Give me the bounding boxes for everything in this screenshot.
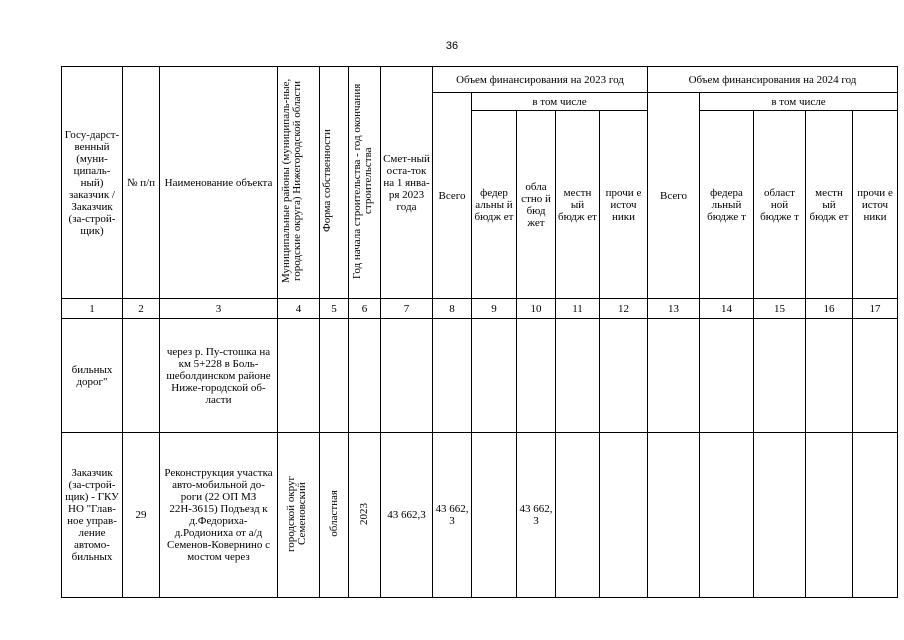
col-number: 12: [600, 299, 648, 319]
cell-object: Реконструкция участка авто-мобильной до-роги (22 ОП МЗ 22Н-3615) Подъезд к д.Федориха-д.Родиониха от а/д Семенов-Ковернино с мостом через: [160, 433, 278, 598]
header-row-1: [62, 67, 898, 93]
financing-table: [61, 66, 898, 598]
cell-total-2023: [433, 319, 472, 433]
cell-total-2024: [648, 433, 700, 598]
col-number: 17: [853, 299, 898, 319]
col-number: 3: [160, 299, 278, 319]
cell-ownership: [320, 319, 349, 433]
page-number: 36: [445, 40, 459, 52]
cell-customer: Заказчик (за-строй-щик) - ГКУ НО "Глав-ное управ-ление автомо-бильных: [62, 433, 123, 598]
header-federal-2023: федер альны й бюдж ет: [472, 111, 517, 299]
col-number: 6: [349, 299, 381, 319]
header-remainder: Смет-ный оста-ток на 1 янва-ря 2023 года: [381, 67, 433, 299]
cell-customer: бильных дорог": [62, 319, 123, 433]
col-number: 4: [278, 299, 320, 319]
header-group-2024: Объем финансирования на 2024 год: [648, 67, 898, 93]
col-number: 2: [123, 299, 160, 319]
cell-district-wrap: [278, 433, 320, 598]
cell-district: городской округ Семеновский: [284, 475, 308, 552]
cell-ownership-wrap: [320, 433, 349, 598]
cell-federal-2024: [700, 433, 754, 598]
header-incl-2024: в том числе: [700, 93, 898, 111]
cell-federal-2023: [472, 319, 517, 433]
cell-regional-2023: [517, 319, 556, 433]
cell-regional-2023: 43 662, 3: [517, 433, 556, 598]
cell-local-2024: [806, 319, 853, 433]
table-row: [62, 433, 898, 598]
header-ownership: Форма собственности: [321, 129, 333, 233]
col-number: 1: [62, 299, 123, 319]
cell-ownership: областная: [327, 490, 340, 537]
header-years: Год начала строительства - год окончания строительства: [350, 83, 374, 279]
cell-other-2023: [600, 433, 648, 598]
cell-total-2023: 43 662, 3: [433, 433, 472, 598]
header-object: Наименование объекта: [160, 67, 278, 299]
col-number: 14: [700, 299, 754, 319]
header-federal-2024: федера льный бюдже т: [700, 111, 754, 299]
header-num: № п/п: [123, 67, 160, 299]
cell-federal-2023: [472, 433, 517, 598]
table-row: [62, 319, 898, 433]
cell-other-2024: [853, 319, 898, 433]
header-incl-2023: в том числе: [472, 93, 648, 111]
col-number: 5: [320, 299, 349, 319]
cell-object: через р. Пу-стошка на км 5+228 в Боль-шеболдинском районе Ниже-городской об-ласти: [160, 319, 278, 433]
cell-years: [349, 319, 381, 433]
cell-years-wrap: [349, 433, 381, 598]
header-local-2024: местн ый бюдж ет: [806, 111, 853, 299]
cell-num: [123, 319, 160, 433]
header-local-2023: местн ый бюдж ет: [556, 111, 600, 299]
col-number: 15: [754, 299, 806, 319]
header-regional-2023: обла стно й бюд жет: [517, 111, 556, 299]
col-number: 9: [472, 299, 517, 319]
cell-total-2024: [648, 319, 700, 433]
header-ownership-cell: [320, 67, 349, 299]
cell-district: [278, 319, 320, 433]
header-district-cell: [278, 67, 320, 299]
cell-years: 2023: [358, 502, 370, 525]
cell-remainder: 43 662,3: [381, 433, 433, 598]
header-total-2024: Всего: [648, 93, 700, 299]
cell-regional-2024: [754, 433, 806, 598]
cell-other-2023: [600, 319, 648, 433]
cell-remainder: [381, 319, 433, 433]
column-numbers-row: [62, 299, 898, 319]
header-years-cell: [349, 67, 381, 299]
header-other-2024: прочи е источ ники: [853, 111, 898, 299]
col-number: 11: [556, 299, 600, 319]
cell-regional-2024: [754, 319, 806, 433]
header-regional-2024: област ной бюдже т: [754, 111, 806, 299]
col-number: 10: [517, 299, 556, 319]
cell-local-2024: [806, 433, 853, 598]
header-other-2023: прочи е источ ники: [600, 111, 648, 299]
header-group-2023: Объем финансирования на 2023 год: [433, 67, 648, 93]
cell-local-2023: [556, 433, 600, 598]
col-number: 16: [806, 299, 853, 319]
cell-num: 29: [123, 433, 160, 598]
col-number: 8: [433, 299, 472, 319]
header-total-2023: Всего: [433, 93, 472, 299]
col-number: 13: [648, 299, 700, 319]
header-customer: Госу-дарст-венный (муни-ципаль-ный) заказчик / Заказчик (за-строй-щик): [62, 67, 123, 299]
cell-other-2024: [853, 433, 898, 598]
cell-federal-2024: [700, 319, 754, 433]
cell-local-2023: [556, 319, 600, 433]
col-number: 7: [381, 299, 433, 319]
header-district: Муниципальные районы (муниципаль-ные, городские округа) Нижегородской области: [279, 78, 303, 284]
